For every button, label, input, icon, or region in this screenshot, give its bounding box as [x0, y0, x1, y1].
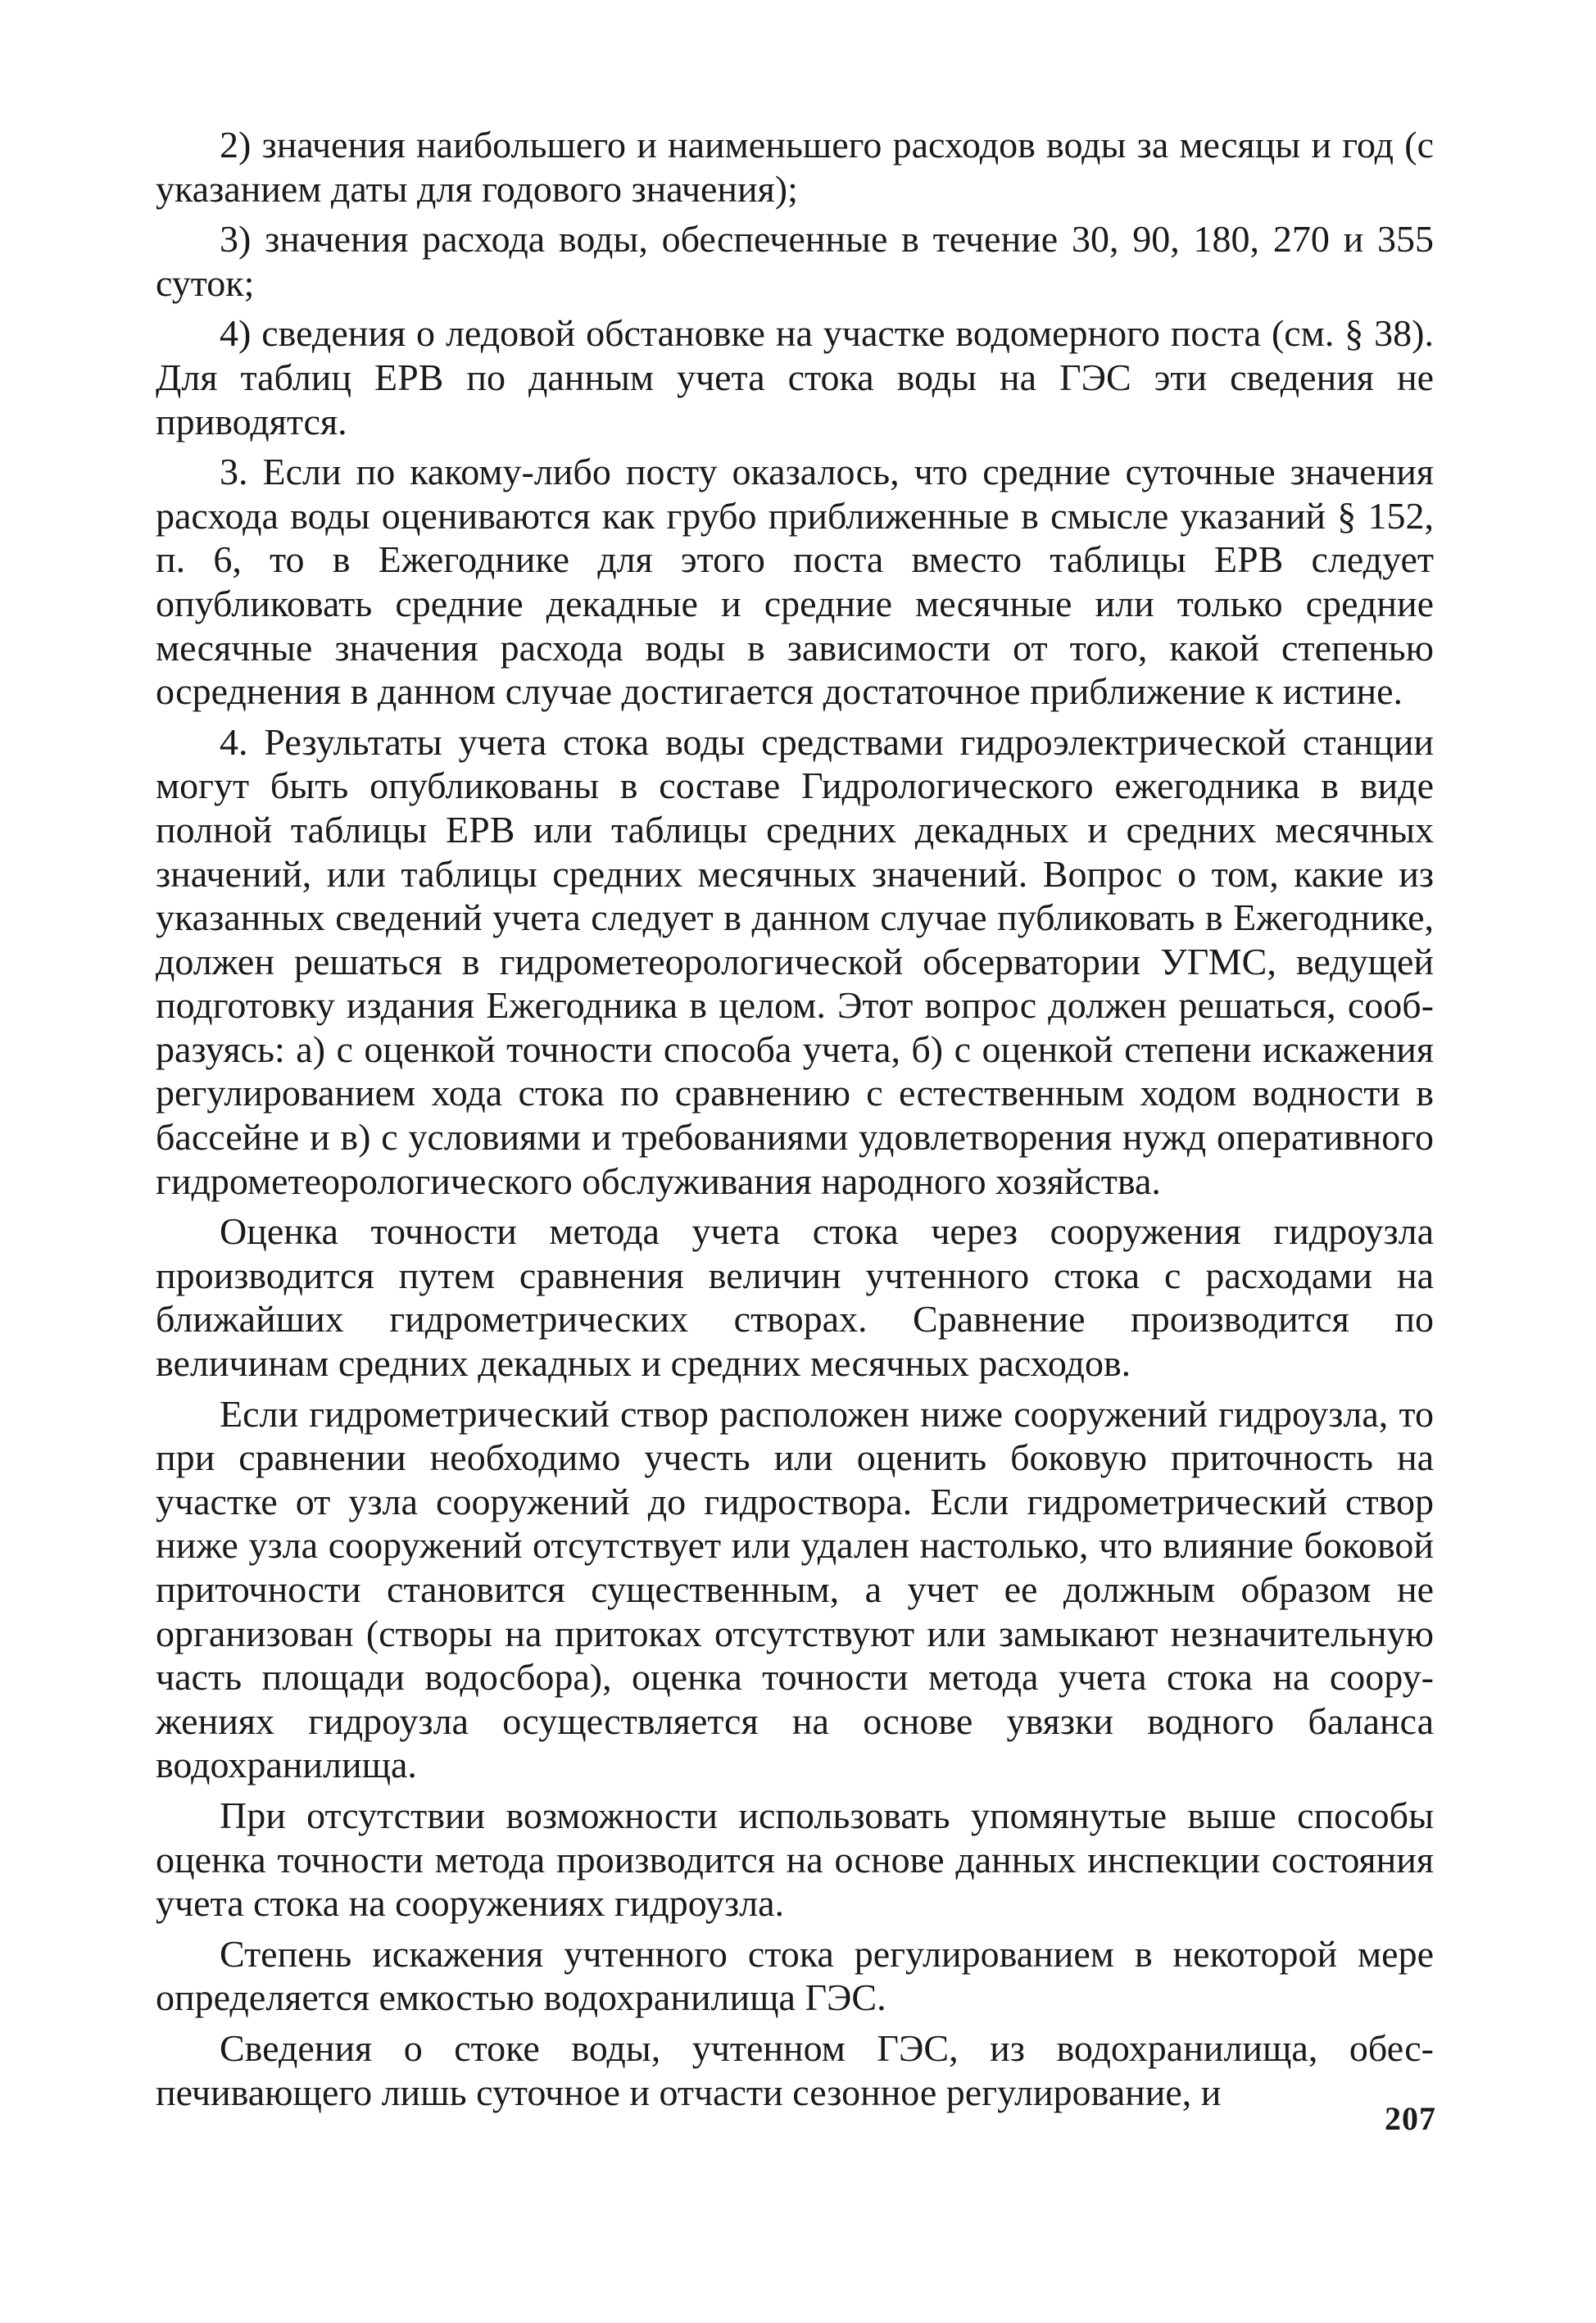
paragraph-accuracy-assessment: Оценка точности метода учета стока через сооружения гидроузла производится путем сравнения величин учтенного стока с расходами на ближайших гидрометрических створах. Сравнение производится по величинам средних декадных и средних месячных расходов. — [156, 1210, 1434, 1385]
paragraph-item-2: 2) значения наибольшего и наименьшего расходов воды за месяцы и год (с указанием даты для годового значения); — [156, 124, 1434, 210]
paragraph-section-3: 3. Если по какому-либо посту оказалось, что средние суточные значения расхода воды оцениваются как грубо приближенные в смысле указаний § 152, п. 6, то в Ежегоднике для этого поста вместо таблицы ЕРВ следует опубликовать средние декадные и средние месячные или только средние месячные значения расхода воды в зависимости от того, какой степенью осреднения в данном случае достигается достаточное приближение к истине. — [156, 451, 1434, 713]
paragraph-section-4: 4. Результаты учета стока воды средствами гидроэлектрической станции могут быть опубликованы в составе Гидрологического ежегодника в виде полной таблицы ЕРВ или таблицы средних декадных и средних месячных значений, или таблицы средних месячных значений. Вопрос о том, какие из указанных сведений учета следует в данном случае публиковать в Ежегоднике, должен решаться в гидрометеорологической обсерватории УГМС, ведущей подготовку издания Ежегодника в целом. Этот вопрос должен решаться, сообразуясь: а) с оценкой точности способа учета, б) с оценкой степени искажения регулированием хода стока по сравнению с естественным ходом водности в бассейне и в) с условиями и требованиями удовлетворения нужд оперативного гидрометеорологического обслуживания народного хозяйства. — [156, 720, 1434, 1202]
paragraph-inspection: При отсутствии возможности использовать упомянутые выше способы оценка точности метода производится на основе данных инспекции состояния учета стока на сооружениях гидроузла. — [156, 1794, 1434, 1925]
page-number: 207 — [1385, 2100, 1436, 2137]
paragraph-daily-regulation: Сведения о стоке воды, учтенном ГЭС, из водохранилища, обеспечивающего лишь суточное и отчасти сезонное регулирование, и — [156, 2026, 1434, 2113]
paragraph-item-3: 3) значения расхода воды, обеспеченные в течение 30, 90, 180, 270 и 355 суток; — [156, 218, 1434, 304]
paragraph-lateral-inflow: Если гидрометрический створ расположен ниже сооружений гидроузла, то при сравнении необходимо учесть или оценить боковую приточность на участке от узла сооружений до гидроствора. Если гидрометрический створ ниже узла сооружений отсутствует или удален настолько, что влияние боковой приточности становится существенным, а учет ее должным образом не организован (створы на притоках отсутствуют или замыкают незначительную часть площади водосбора), оценка точности метода учета стока на сооружениях гидроузла осуществляется на основе увязки водного баланса водохранилища. — [156, 1392, 1434, 1786]
page-body — [156, 123, 1434, 2121]
paragraph-reservoir-capacity: Степень искажения учтенного стока регулированием в некоторой мере определяется емкостью водохранилища ГЭС. — [156, 1932, 1434, 2019]
paragraph-item-4: 4) сведения о ледовой обстановке на участке водомерного поста (см. § 38). Для таблиц ЕРВ по данным учета стока воды на ГЭС эти сведения не приводятся. — [156, 312, 1434, 442]
